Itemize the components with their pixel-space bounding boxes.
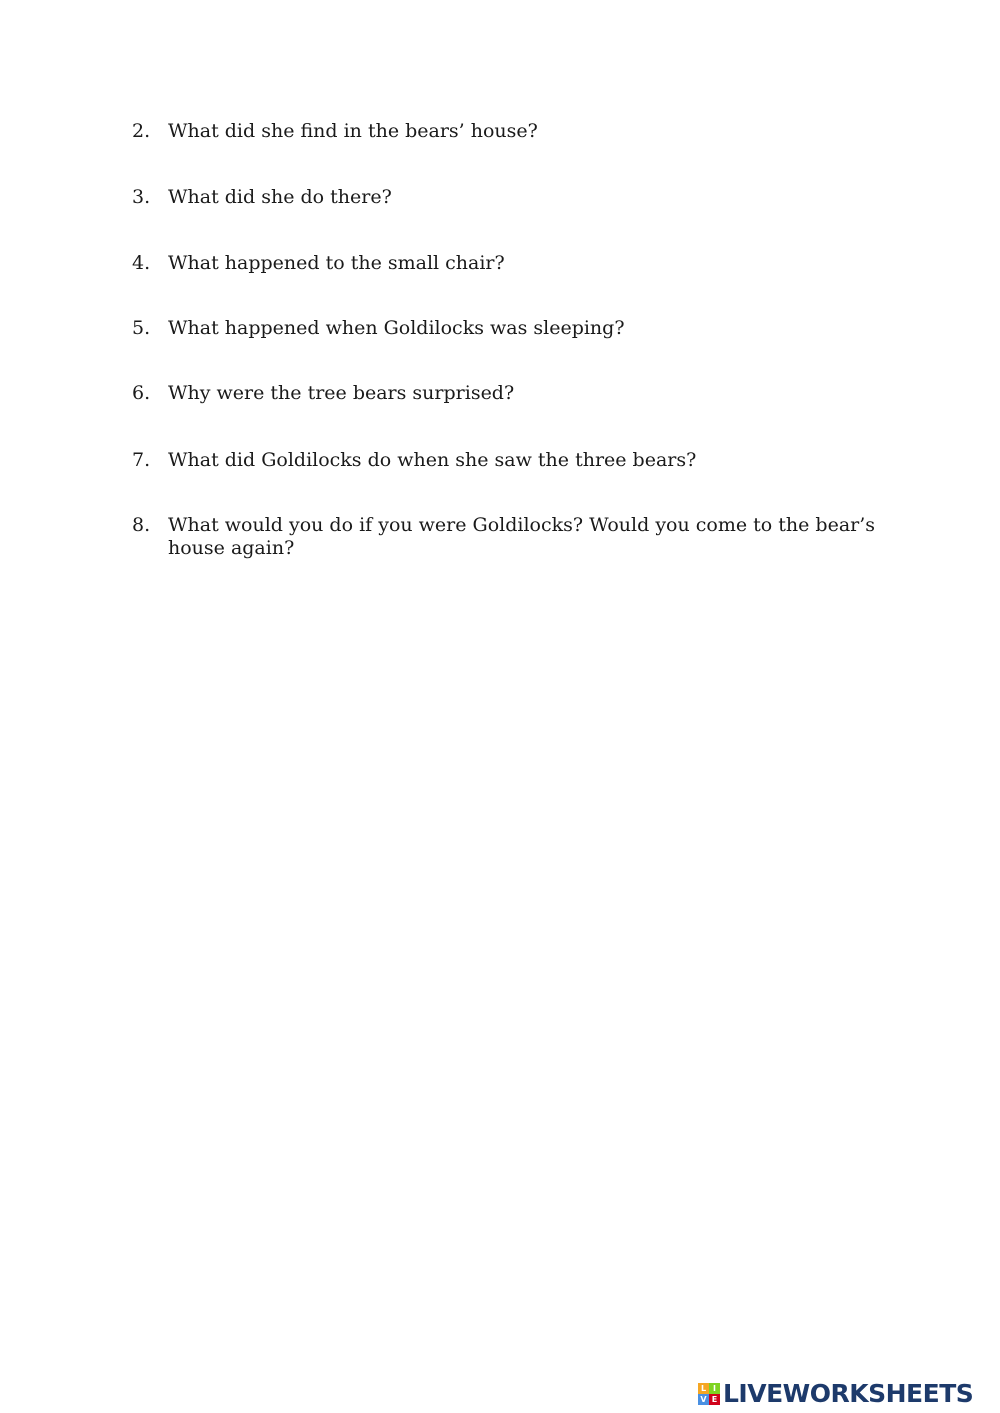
question-text: What would you do if you were Goldilocks? Would you come to the bear’s house again? bbox=[168, 514, 876, 559]
liveworksheets-brand bbox=[698, 1380, 973, 1408]
question-item-6 bbox=[132, 382, 892, 405]
question-text: What happened to the small chair? bbox=[168, 252, 505, 274]
question-number: 4. bbox=[132, 252, 151, 274]
question-item-7 bbox=[132, 449, 892, 472]
brand-name: LIVEWORKSHEETS bbox=[723, 1379, 974, 1408]
logo-tile-e: E bbox=[709, 1394, 720, 1405]
question-number: 8. bbox=[132, 514, 151, 536]
logo-tile-v: V bbox=[698, 1394, 709, 1405]
question-item-4 bbox=[132, 252, 892, 275]
question-number: 7. bbox=[132, 449, 151, 471]
question-text: What did Goldilocks do when she saw the three bears? bbox=[168, 449, 697, 471]
question-number: 3. bbox=[132, 186, 151, 208]
question-text: What did she do there? bbox=[168, 186, 392, 208]
question-item-3 bbox=[132, 186, 892, 209]
question-text: Why were the tree bears surprised? bbox=[168, 382, 515, 404]
logo-tile-i: I bbox=[709, 1383, 720, 1394]
question-number: 6. bbox=[132, 382, 151, 404]
question-item-2 bbox=[132, 120, 892, 143]
logo-tile-l: L bbox=[698, 1383, 709, 1394]
question-text: What did she find in the bears’ house? bbox=[168, 120, 538, 142]
question-text: What happened when Goldilocks was sleeping? bbox=[168, 317, 625, 339]
question-number: 5. bbox=[132, 317, 151, 339]
question-item-5 bbox=[132, 317, 892, 340]
question-number: 2. bbox=[132, 120, 151, 142]
liveworksheets-logo-icon bbox=[698, 1383, 720, 1405]
question-item-8 bbox=[132, 514, 892, 560]
